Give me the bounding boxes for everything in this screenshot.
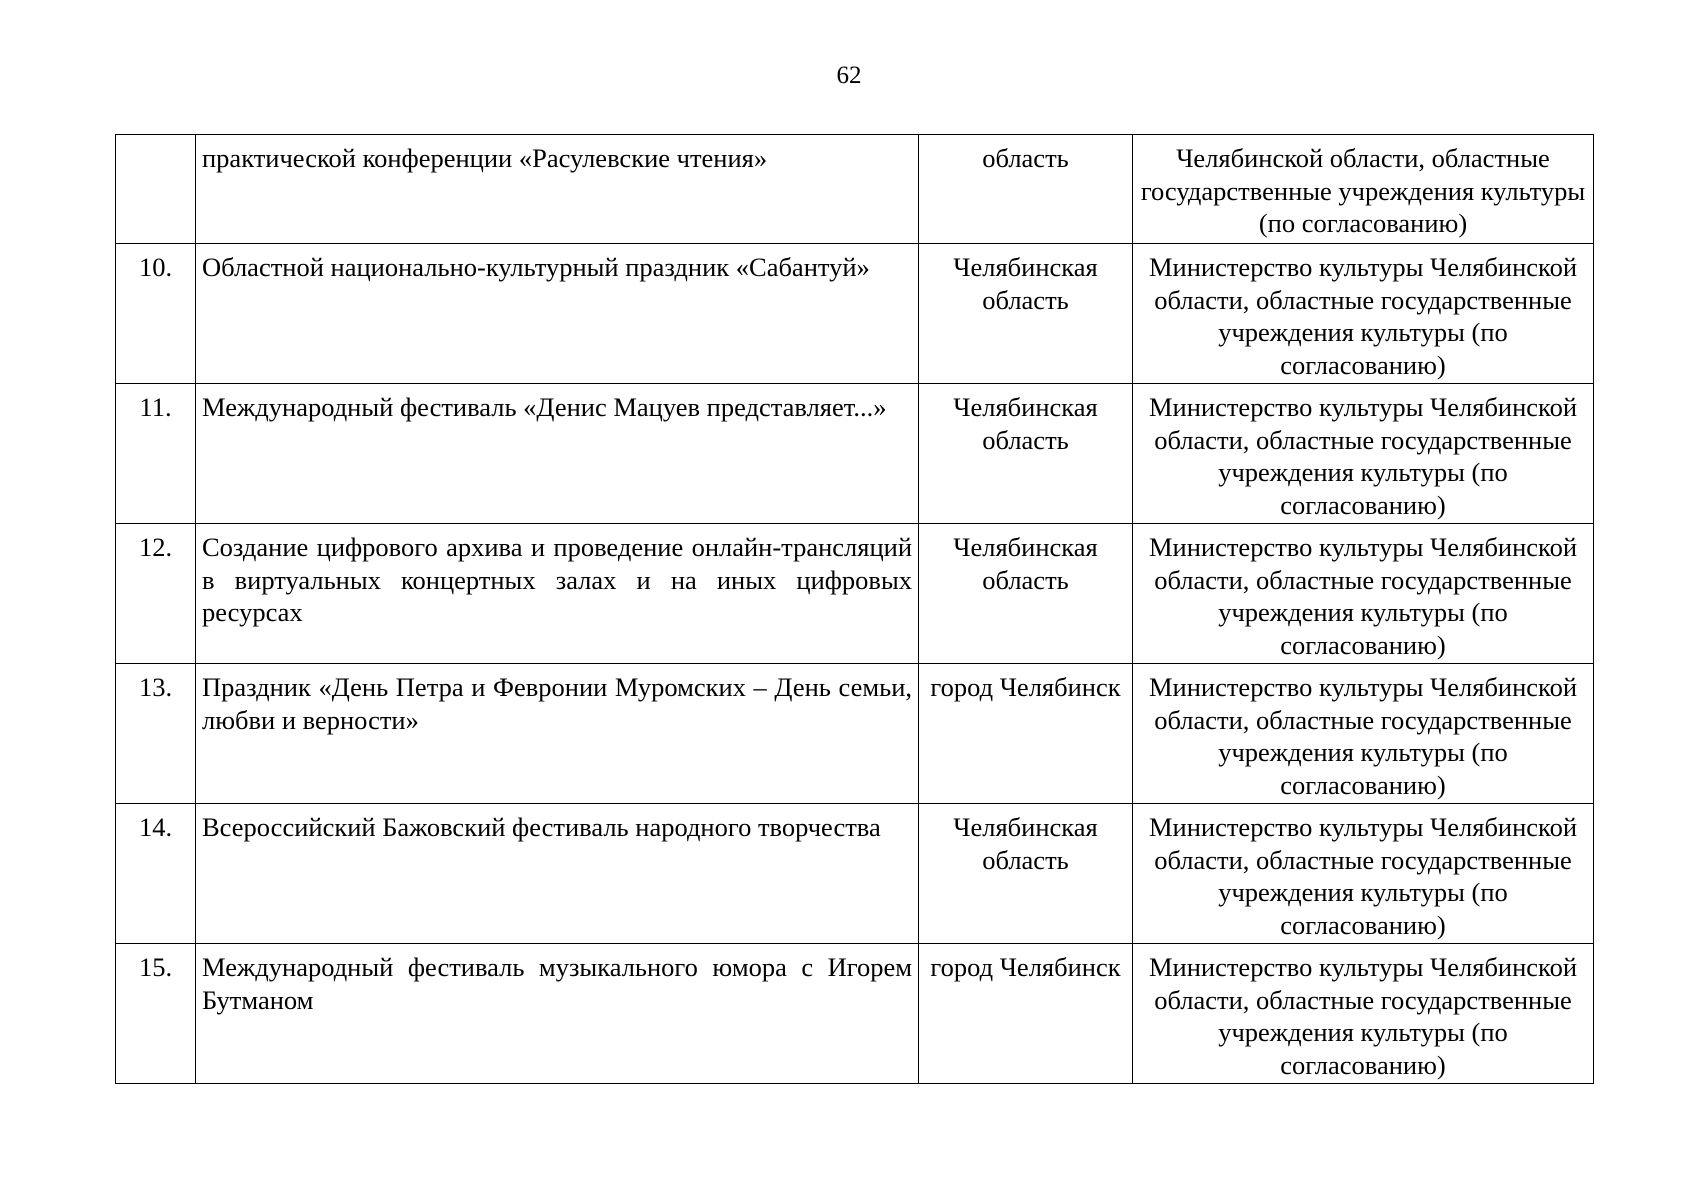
row-number: 12.: [116, 524, 196, 664]
event-name: Международный фестиваль музыкального юмора с Игорем Бутманом: [196, 944, 919, 1084]
row-number: 14.: [116, 804, 196, 944]
row-number: 11.: [116, 384, 196, 524]
table-row: [116, 664, 1594, 804]
table-row: [116, 384, 1594, 524]
row-number: 15.: [116, 944, 196, 1084]
event-place: Челябинская область: [919, 804, 1133, 944]
event-name: Праздник «День Петра и Февронии Муромских – День семьи, любви и верности»: [196, 664, 919, 804]
event-name: Областной национально-культурный праздник «Сабантуй»: [196, 244, 919, 384]
event-place: Челябинская область: [919, 244, 1133, 384]
table-row: [116, 135, 1594, 244]
event-name: практической конференции «Расулевские чтения»: [196, 135, 919, 244]
events-table: [115, 134, 1594, 1084]
table-row: [116, 524, 1594, 664]
event-responsible: Министерство культуры Челябинской области, областные государственные учреждения культуры (по согласованию): [1133, 804, 1594, 944]
event-place: город Челябинск: [919, 664, 1133, 804]
event-responsible: Министерство культуры Челябинской области, областные государственные учреждения культуры (по согласованию): [1133, 524, 1594, 664]
row-number: [116, 135, 196, 244]
event-place: Челябинская область: [919, 524, 1133, 664]
event-place: область: [919, 135, 1133, 244]
table-row: [116, 944, 1594, 1084]
event-responsible: Министерство культуры Челябинской области, областные государственные учреждения культуры (по согласованию): [1133, 664, 1594, 804]
event-name: Международный фестиваль «Денис Мацуев представляет...»: [196, 384, 919, 524]
row-number: 10.: [116, 244, 196, 384]
event-name: Всероссийский Бажовский фестиваль народного творчества: [196, 804, 919, 944]
event-responsible: Министерство культуры Челябинской области, областные государственные учреждения культуры (по согласованию): [1133, 944, 1594, 1084]
table-row: [116, 804, 1594, 944]
event-responsible: Министерство культуры Челябинской области, областные государственные учреждения культуры (по согласованию): [1133, 244, 1594, 384]
row-number: 13.: [116, 664, 196, 804]
table-row: [116, 244, 1594, 384]
event-responsible: Челябинской области, областные государственные учреждения культуры (по согласованию): [1133, 135, 1594, 244]
event-place: Челябинская область: [919, 384, 1133, 524]
event-name: Создание цифрового архива и проведение онлайн-трансляций в виртуальных концертных залах и на иных цифровых ресурсах: [196, 524, 919, 664]
event-responsible: Министерство культуры Челябинской области, областные государственные учреждения культуры (по согласованию): [1133, 384, 1594, 524]
event-place: город Челябинск: [919, 944, 1133, 1084]
page-number: 62: [836, 62, 862, 89]
